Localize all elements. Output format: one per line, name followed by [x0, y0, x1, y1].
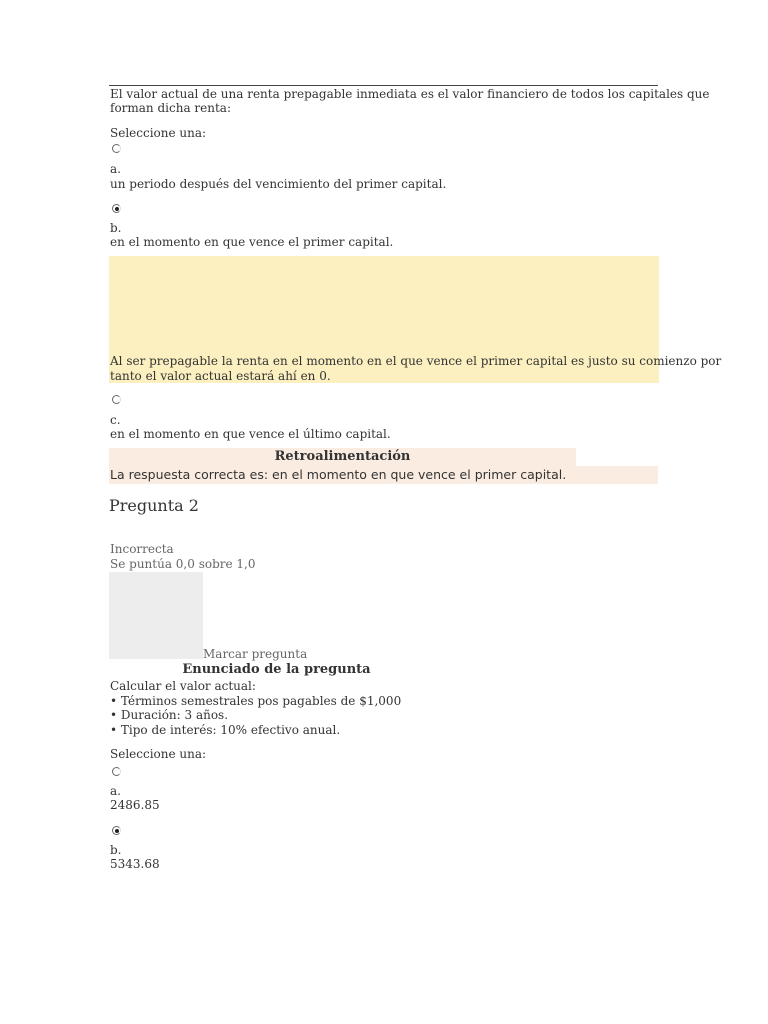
q1-option-c-radio[interactable] [112, 395, 121, 404]
question2-title: Pregunta 2 [109, 496, 199, 515]
option-feedback-line1: Al ser prepagable la renta en el momento en el que vence el primer capital es justo su comienzo por [110, 354, 722, 368]
question2-line4: • Tipo de interés: 10% efectivo anual. [110, 723, 341, 737]
question1-text-line2: forman dicha renta: [110, 101, 232, 115]
q2-option-a-text[interactable]: 2486.85 [110, 798, 160, 812]
q2-option-b-radio[interactable] [112, 826, 121, 835]
q1-option-a-radio[interactable] [112, 144, 121, 153]
question2-line3: • Duración: 3 años. [110, 708, 229, 722]
correct-answer-text: La respuesta correcta es: en el momento en que vence el primer capital. [110, 467, 567, 482]
flag-question-label[interactable]: Marcar pregunta [203, 647, 308, 661]
q2-option-a-letter: a. [110, 784, 121, 798]
question2-line1: Calcular el valor actual: [110, 679, 256, 693]
question2-score: Se puntúa 0,0 sobre 1,0 [110, 557, 256, 571]
q2-option-a-radio[interactable] [112, 767, 121, 776]
q2-option-b-letter: b. [110, 843, 122, 857]
q1-option-b-text[interactable]: en el momento en que vence el primer capital. [110, 235, 394, 249]
q2-option-b-text[interactable]: 5343.68 [110, 857, 160, 871]
question2-select-label: Seleccione una: [110, 747, 207, 761]
statement-heading: Enunciado de la pregunta [182, 662, 371, 677]
retro-title: Retroalimentación [274, 449, 411, 464]
q1-option-b-radio[interactable] [112, 204, 121, 213]
flag-question-icon[interactable] [109, 572, 203, 659]
question1-text-line1: El valor actual de una renta prepagable inmediata es el valor financiero de todos los capitales que [110, 87, 710, 101]
q1-option-c-letter: c. [110, 413, 121, 427]
question2-status: Incorrecta [110, 542, 174, 556]
q1-option-c-text[interactable]: en el momento en que vence el último capital. [110, 427, 391, 441]
question1-select-label: Seleccione una: [110, 126, 207, 140]
option-feedback-line2: tanto el valor actual estará ahí en 0. [110, 369, 331, 383]
q1-option-a-letter: a. [110, 162, 121, 176]
top-divider [109, 85, 658, 86]
q1-option-b-letter: b. [110, 221, 122, 235]
question2-line2: • Términos semestrales pos pagables de $1,000 [110, 694, 402, 708]
q1-option-a-text[interactable]: un periodo después del vencimiento del primer capital. [110, 177, 447, 191]
